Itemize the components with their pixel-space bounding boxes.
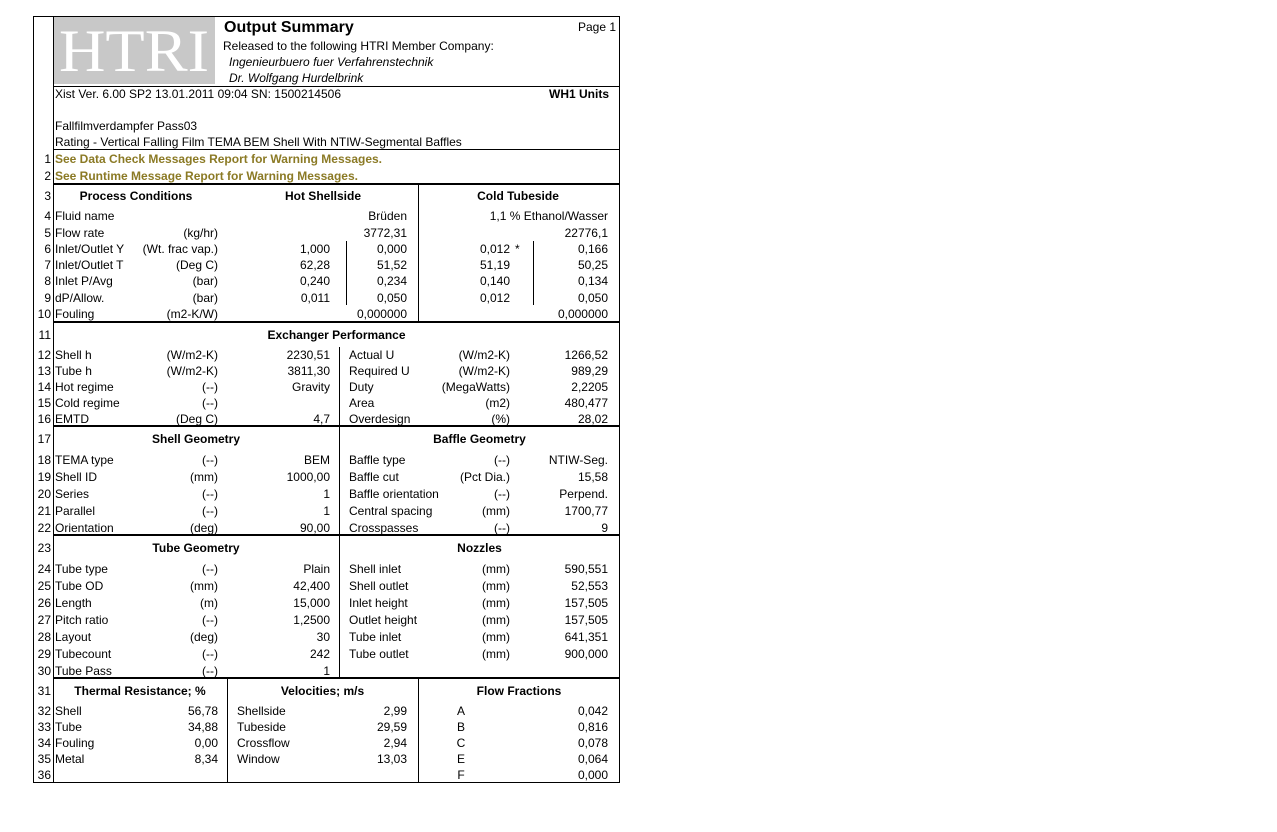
process-row-unit: (bar) (192, 291, 218, 305)
hot-fluid-name: Brüden (368, 209, 407, 223)
performance-right-label: Actual U (349, 348, 395, 362)
performance-left-unit: (--) (202, 380, 218, 394)
cold-inlet-value: 51,19 (479, 258, 510, 272)
flow-fraction-value: 0,042 (577, 704, 608, 718)
logo-text: HTRI (59, 18, 209, 84)
warning-message-runtime[interactable]: See Runtime Message Report for Warning Messages. (55, 169, 358, 183)
hot-outlet-value: 0,050 (376, 291, 407, 305)
thermal-resistance-heading: Thermal Resistance; % (74, 684, 206, 698)
performance-left-unit: (Deg C) (175, 412, 218, 426)
member-person: Dr. Wolfgang Hurdelbrink (229, 71, 364, 85)
line-number: 32 (37, 704, 51, 718)
thermal-resistance-value: 34,88 (187, 720, 218, 734)
velocity-value: 2,94 (383, 736, 407, 750)
baffle-geometry-value: 9 (601, 521, 608, 535)
performance-right-value: 989,29 (571, 364, 608, 378)
line-number: 29 (37, 647, 51, 661)
tube-geometry-label: Length (55, 596, 92, 610)
line-number: 2 (44, 169, 51, 183)
nozzle-unit: (mm) (482, 562, 510, 576)
shell-geometry-unit: (--) (202, 487, 218, 501)
shell-geometry-unit: (--) (202, 504, 218, 518)
nozzle-value: 52,553 (571, 579, 608, 593)
nozzle-value: 157,505 (564, 596, 608, 610)
fluid-name-label: Fluid name (55, 209, 115, 223)
performance-right-unit: (W/m2-K) (458, 348, 510, 362)
process-row-label: Inlet/Outlet Y (55, 242, 125, 256)
shell-geometry-unit: (deg) (189, 521, 218, 535)
nozzle-value: 900,000 (564, 647, 608, 661)
performance-left-unit: (W/m2-K) (166, 348, 218, 362)
line-number: 33 (37, 720, 51, 734)
cold-inlet-value: 0,012 (479, 242, 510, 256)
nozzle-value: 590,551 (564, 562, 608, 576)
process-row-label: Inlet/Outlet T (55, 258, 124, 272)
tube-geometry-value: 15,000 (293, 596, 330, 610)
tube-geometry-label: Tube type (55, 562, 108, 576)
performance-right-unit: (W/m2-K) (458, 364, 510, 378)
output-summary-sheet (33, 16, 620, 783)
fouling-unit: (m2-K/W) (166, 307, 218, 321)
cold-outlet-value: 0,134 (577, 274, 608, 288)
tube-geometry-value: 42,400 (293, 579, 330, 593)
shell-geometry-value: 1000,00 (286, 470, 330, 484)
tube-geometry-unit: (--) (202, 664, 218, 678)
line-number: 7 (44, 258, 51, 272)
performance-right-label: Area (349, 396, 375, 410)
hot-outlet-value: 51,52 (376, 258, 407, 272)
rating-description: Rating - Vertical Falling Film TEMA BEM Shell With NTIW-Segmental Baffles (55, 135, 462, 149)
performance-left-value: 2230,51 (286, 348, 330, 362)
hot-shellside-heading: Hot Shellside (284, 189, 361, 203)
baffle-geometry-label: Baffle cut (349, 470, 399, 484)
baffle-geometry-unit: (mm) (482, 504, 510, 518)
nozzle-value: 157,505 (564, 613, 608, 627)
case-name: Fallfilmverdampfer Pass03 (55, 119, 198, 133)
line-number: 36 (37, 768, 51, 782)
process-row-unit: (Deg C) (175, 258, 218, 272)
performance-left-value: 3811,30 (287, 364, 330, 378)
line-number: 5 (44, 226, 51, 240)
nozzle-unit: (mm) (482, 647, 510, 661)
performance-left-unit: (--) (202, 396, 218, 410)
line-number: 12 (37, 348, 51, 362)
cold-fluid-name: 1,1 % Ethanol/Wasser (489, 209, 608, 223)
units-label: WH1 Units (549, 87, 609, 101)
line-number: 27 (37, 613, 51, 627)
flow-rate-unit: (kg/hr) (183, 226, 218, 240)
line-number: 24 (37, 562, 51, 576)
line-number: 16 (37, 412, 51, 426)
nozzle-label: Outlet height (349, 613, 418, 627)
process-row-label: Inlet P/Avg (55, 274, 113, 288)
baffle-geometry-unit: (--) (494, 453, 510, 467)
line-number: 15 (37, 396, 51, 410)
tube-geometry-value: 1,2500 (293, 613, 330, 627)
exchanger-performance-heading: Exchanger Performance (267, 328, 406, 342)
released-to: Released to the following HTRI Member Company: (223, 39, 494, 53)
flow-fraction-value: 0,000 (577, 768, 608, 782)
tube-geometry-value: 242 (309, 647, 330, 661)
hot-inlet-value: 62,28 (299, 258, 330, 272)
performance-right-label: Duty (349, 380, 374, 394)
thermal-resistance-value: 8,34 (194, 752, 218, 766)
performance-right-value: 480,477 (564, 396, 608, 410)
cold-outlet-value: 0,050 (577, 291, 608, 305)
process-conditions-heading: Process Conditions (79, 189, 193, 203)
shell-geometry-unit: (--) (202, 453, 218, 467)
performance-left-value: Gravity (291, 380, 330, 394)
baffle-geometry-value: 15,58 (577, 470, 608, 484)
shell-geometry-value: 1 (323, 487, 330, 501)
shell-geometry-value: 1 (323, 504, 330, 518)
line-number: 9 (44, 291, 51, 305)
baffle-geometry-value: 1700,77 (564, 504, 608, 518)
shell-geometry-label: TEMA type (55, 453, 114, 467)
hot-flow-rate: 3772,31 (363, 226, 407, 240)
shell-geometry-value: BEM (303, 453, 330, 467)
line-number: 17 (37, 432, 51, 446)
line-number: 6 (44, 242, 51, 256)
flow-fraction-label: E (456, 752, 465, 766)
tube-geometry-label: Tube OD (55, 579, 104, 593)
shell-geometry-heading: Shell Geometry (151, 432, 241, 446)
cold-inlet-value: 0,012 (479, 291, 510, 305)
cold-flow-rate: 22776,1 (564, 226, 608, 240)
performance-right-unit: (m2) (485, 396, 510, 410)
flow-fractions-heading: Flow Fractions (476, 684, 562, 698)
flow-fraction-label: F (457, 768, 465, 782)
baffle-geometry-unit: (Pct Dia.) (459, 470, 510, 484)
line-number: 31 (37, 684, 51, 698)
hot-outlet-value: 0,234 (376, 274, 407, 288)
flow-fraction-label: B (456, 720, 465, 734)
line-number: 11 (38, 328, 51, 342)
line-number: 14 (37, 380, 51, 394)
shell-geometry-label: Series (55, 487, 90, 501)
cold-inlet-value: 0,140 (479, 274, 510, 288)
thermal-resistance-value: 0,00 (194, 736, 218, 750)
performance-right-value: 28,02 (577, 412, 608, 426)
tube-geometry-label: Layout (55, 630, 92, 644)
hot-outlet-value: 0,000 (376, 242, 407, 256)
flow-fraction-value: 0,064 (577, 752, 608, 766)
performance-left-label: EMTD (55, 412, 89, 426)
shell-geometry-label: Shell ID (55, 470, 98, 484)
hot-inlet-value: 0,011 (300, 291, 330, 305)
thermal-resistance-label: Metal (55, 752, 85, 766)
tube-geometry-label: Tubecount (55, 647, 112, 661)
performance-right-unit: (MegaWatts) (441, 380, 510, 394)
velocity-value: 2,99 (383, 704, 407, 718)
line-number: 1 (44, 152, 51, 166)
performance-right-value: 1266,52 (564, 348, 608, 362)
nozzles-heading: Nozzles (457, 541, 502, 555)
flow-rate-label: Flow rate (55, 226, 105, 240)
nozzle-unit: (mm) (482, 613, 510, 627)
process-row-unit: (bar) (192, 274, 218, 288)
baffle-geometry-unit: (--) (494, 521, 510, 535)
flow-fraction-value: 0,078 (577, 736, 608, 750)
htri-logo (54, 17, 215, 84)
warning-message-data-check[interactable]: See Data Check Messages Report for Warning Messages. (55, 152, 382, 166)
baffle-geometry-value: Perpend. (559, 487, 608, 501)
nozzle-label: Tube inlet (349, 630, 402, 644)
fouling-label: Fouling (55, 307, 95, 321)
tube-geometry-unit: (--) (202, 647, 218, 661)
baffle-geometry-value: NTIW-Seg. (548, 453, 608, 467)
line-number: 10 (37, 307, 51, 321)
velocity-label: Shellside (237, 704, 286, 718)
hot-fouling: 0,000000 (356, 307, 407, 321)
performance-left-label: Shell h (55, 348, 92, 362)
nozzle-unit: (mm) (482, 596, 510, 610)
tube-geometry-unit: (deg) (189, 630, 218, 644)
flow-fraction-label: C (456, 736, 466, 750)
member-company: Ingenieurbuero fuer Verfahrenstechnik (229, 55, 434, 69)
tube-geometry-unit: (m) (200, 596, 218, 610)
cold-tubeside-heading: Cold Tubeside (477, 189, 559, 203)
thermal-resistance-label: Tube (55, 720, 82, 734)
line-number: 23 (37, 541, 51, 555)
velocities-heading: Velocities; m/s (280, 684, 365, 698)
nozzle-value: 641,351 (564, 630, 608, 644)
line-number: 22 (37, 521, 51, 535)
baffle-geometry-label: Central spacing (349, 504, 433, 518)
cold-fouling: 0,000000 (557, 307, 608, 321)
baffle-geometry-label: Baffle orientation (349, 487, 439, 501)
thermal-resistance-label: Shell (55, 704, 82, 718)
thermal-resistance-value: 56,78 (187, 704, 218, 718)
performance-right-label: Required U (349, 364, 410, 378)
shell-geometry-label: Orientation (55, 521, 114, 535)
performance-right-value: 2,2205 (571, 380, 608, 394)
performance-right-unit: (%) (491, 412, 510, 426)
tube-geometry-value: 1 (323, 664, 330, 678)
performance-left-label: Tube h (55, 364, 92, 378)
line-number: 3 (44, 189, 51, 203)
page-title: Output Summary (224, 19, 354, 36)
line-number: 30 (37, 664, 51, 678)
nozzle-unit: (mm) (482, 630, 510, 644)
flow-fraction-value: 0,816 (577, 720, 608, 734)
line-number: 26 (37, 596, 51, 610)
line-number: 18 (37, 453, 51, 467)
baffle-geometry-label: Baffle type (349, 453, 406, 467)
velocity-label: Window (237, 752, 280, 766)
cold-outlet-value: 0,166 (577, 242, 608, 256)
performance-left-value: 4,7 (313, 412, 330, 426)
baffle-geometry-heading: Baffle Geometry (433, 432, 526, 446)
tube-geometry-label: Tube Pass (55, 664, 112, 678)
velocity-value: 13,03 (376, 752, 407, 766)
page-number: Page 1 (578, 20, 617, 34)
baffle-geometry-unit: (--) (494, 487, 510, 501)
version-line: Xist Ver. 6.00 SP2 13.01.2011 09:04 SN: 1500214506 (55, 87, 342, 101)
flow-fraction-label: A (456, 704, 465, 718)
velocity-label: Crossflow (237, 736, 290, 750)
process-row-label: dP/Allow. (55, 291, 105, 305)
baffle-geometry-label: Crosspasses (349, 521, 419, 535)
tube-geometry-unit: (--) (202, 613, 218, 627)
tube-geometry-unit: (--) (202, 562, 218, 576)
performance-left-unit: (W/m2-K) (166, 364, 218, 378)
line-number: 13 (37, 364, 51, 378)
tube-geometry-unit: (mm) (190, 579, 218, 593)
shell-geometry-value: 90,00 (299, 521, 330, 535)
hot-inlet-value: 1,000 (299, 242, 330, 256)
line-number: 20 (37, 487, 51, 501)
line-number: 25 (37, 579, 51, 593)
cold-outlet-value: 50,25 (577, 258, 608, 272)
line-number: 8 (44, 274, 51, 288)
line-number: 28 (37, 630, 51, 644)
tube-geometry-value: Plain (303, 562, 330, 576)
line-number: 21 (37, 504, 51, 518)
tube-geometry-heading: Tube Geometry (152, 541, 240, 555)
nozzle-label: Shell inlet (349, 562, 402, 576)
nozzle-label: Inlet height (349, 596, 408, 610)
line-number: 4 (44, 209, 51, 223)
line-number: 34 (37, 736, 51, 750)
nozzle-label: Shell outlet (349, 579, 409, 593)
velocity-value: 29,59 (376, 720, 407, 734)
nozzle-unit: (mm) (482, 579, 510, 593)
shell-geometry-unit: (mm) (190, 470, 218, 484)
cold-inlet-flag: * (515, 242, 520, 256)
performance-left-label: Hot regime (55, 380, 114, 394)
hot-inlet-value: 0,240 (299, 274, 330, 288)
line-number: 19 (37, 470, 51, 484)
thermal-resistance-label: Fouling (55, 736, 95, 750)
shell-geometry-label: Parallel (55, 504, 96, 518)
velocity-label: Tubeside (237, 720, 286, 734)
nozzle-label: Tube outlet (349, 647, 409, 661)
tube-geometry-label: Pitch ratio (55, 613, 109, 627)
process-row-unit: (Wt. frac vap.) (142, 242, 218, 256)
line-number: 35 (37, 752, 51, 766)
performance-left-label: Cold regime (55, 396, 120, 410)
performance-right-label: Overdesign (349, 412, 411, 426)
tube-geometry-value: 30 (316, 630, 330, 644)
